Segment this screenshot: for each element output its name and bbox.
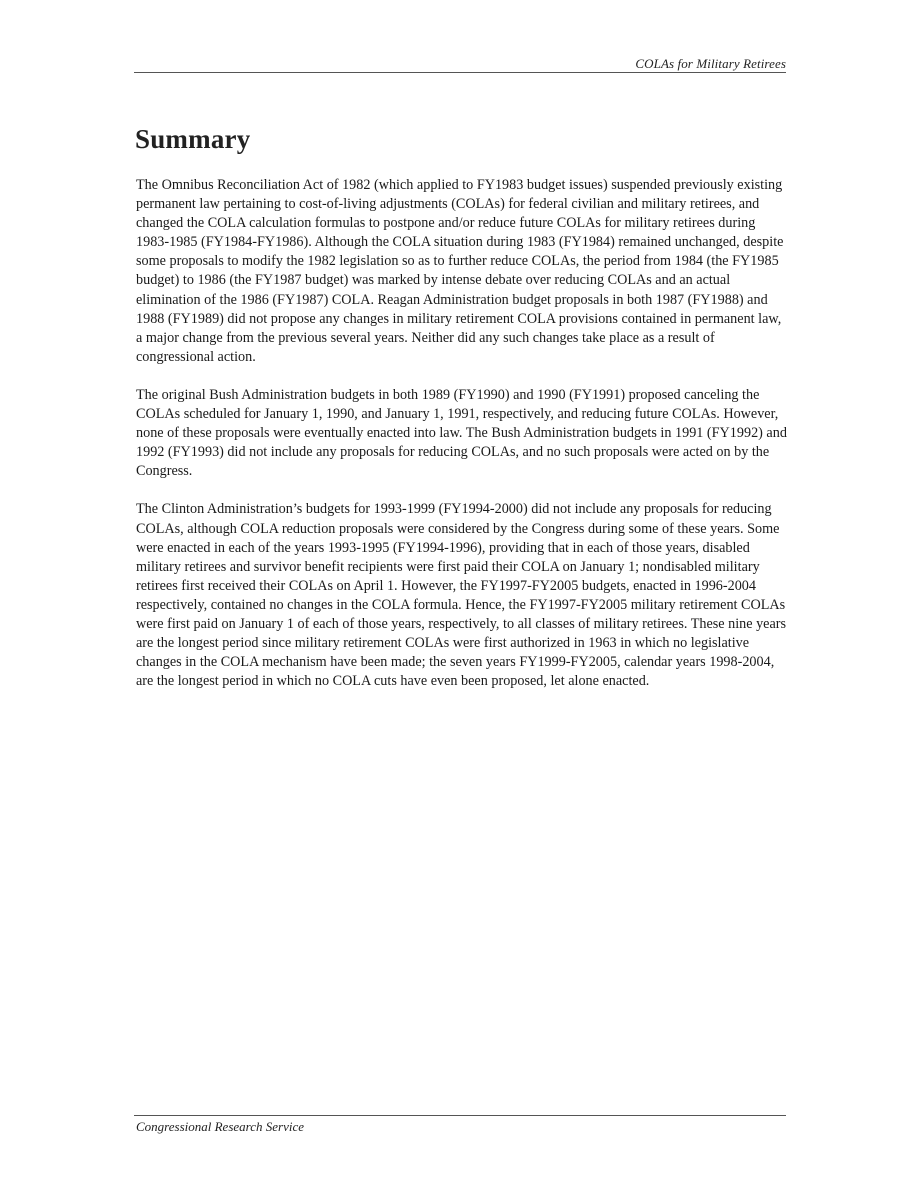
- section-heading: Summary: [135, 124, 251, 154]
- header-divider: [134, 72, 786, 73]
- footer-divider: [134, 1115, 786, 1116]
- summary-paragraph-3: The Clinton Administration’s budgets for 1993-1999 (FY1994-2000) did not include any proposals for reducing COLAs, although COLA reduction proposals were considered by the Congress during some of these years. Some were enacted in each of the years 1993-1995 (FY1994-1996), providing that in each of those years, disabled military retirees and survivor benefit recipients were first paid their COLA on January 1; nondisabled military retirees first received their COLAs on April 1. However, the FY1997-FY2005 budgets, enacted in 1996-2004 respectively, contained no changes in the COLA formula. Hence, the FY1997-FY2005 military retirement COLAs were first paid on January 1 of each of those years, respectively, to all classes of military retirees. These nine years are the longest period since military retirement COLAs were first authorized in 1963 in which no legislative changes in the COLA mechanism have been made; the seven years FY1999-FY2005, calendar years 1998-2004, are the longest period in which no COLA cuts have even been proposed, let alone enacted.: [136, 501, 787, 690]
- footer-organization: Congressional Research Service: [136, 1119, 304, 1134]
- running-header-title: COLAs for Military Retirees: [635, 56, 786, 71]
- summary-paragraph-1: The Omnibus Reconciliation Act of 1982 (which applied to FY1983 budget issues) suspended previously existing permanent law pertaining to cost-of-living adjustments (COLAs) for federal civilian and military retirees, and changed the COLA calculation formulas to postpone and/or reduce future COLAs for military retirees during 1983-1985 (FY1984-FY1986). Although the COLA situation during 1983 (FY1984) remained unchanged, despite some proposals to modify the 1982 legislation so as to further reduce COLAs, the period from 1984 (the FY1985 budget) to 1986 (the FY1987 budget) was marked by intense debate over reducing COLAs and an actual elimination of the 1986 (FY1987) COLA. Reagan Administration budget proposals in both 1987 (FY1988) and 1988 (FY1989) did not propose any changes in military retirement COLA provisions contained in permanent law, a major change from the previous several years. Neither did any such changes take place as a result of congressional action.: [136, 177, 784, 365]
- summary-body: [136, 176, 788, 710]
- summary-paragraph-2: The original Bush Administration budgets in both 1989 (FY1990) and 1990 (FY1991) proposed canceling the COLAs scheduled for January 1, 1990, and January 1, 1991, respectively, and reducing future COLAs. However, none of these proposals were eventually enacted into law. The Bush Administration budgets in 1991 (FY1992) and 1992 (FY1993) did not include any proposals for reducing COLAs, and no such proposals were acted on by the Congress.: [136, 386, 787, 480]
